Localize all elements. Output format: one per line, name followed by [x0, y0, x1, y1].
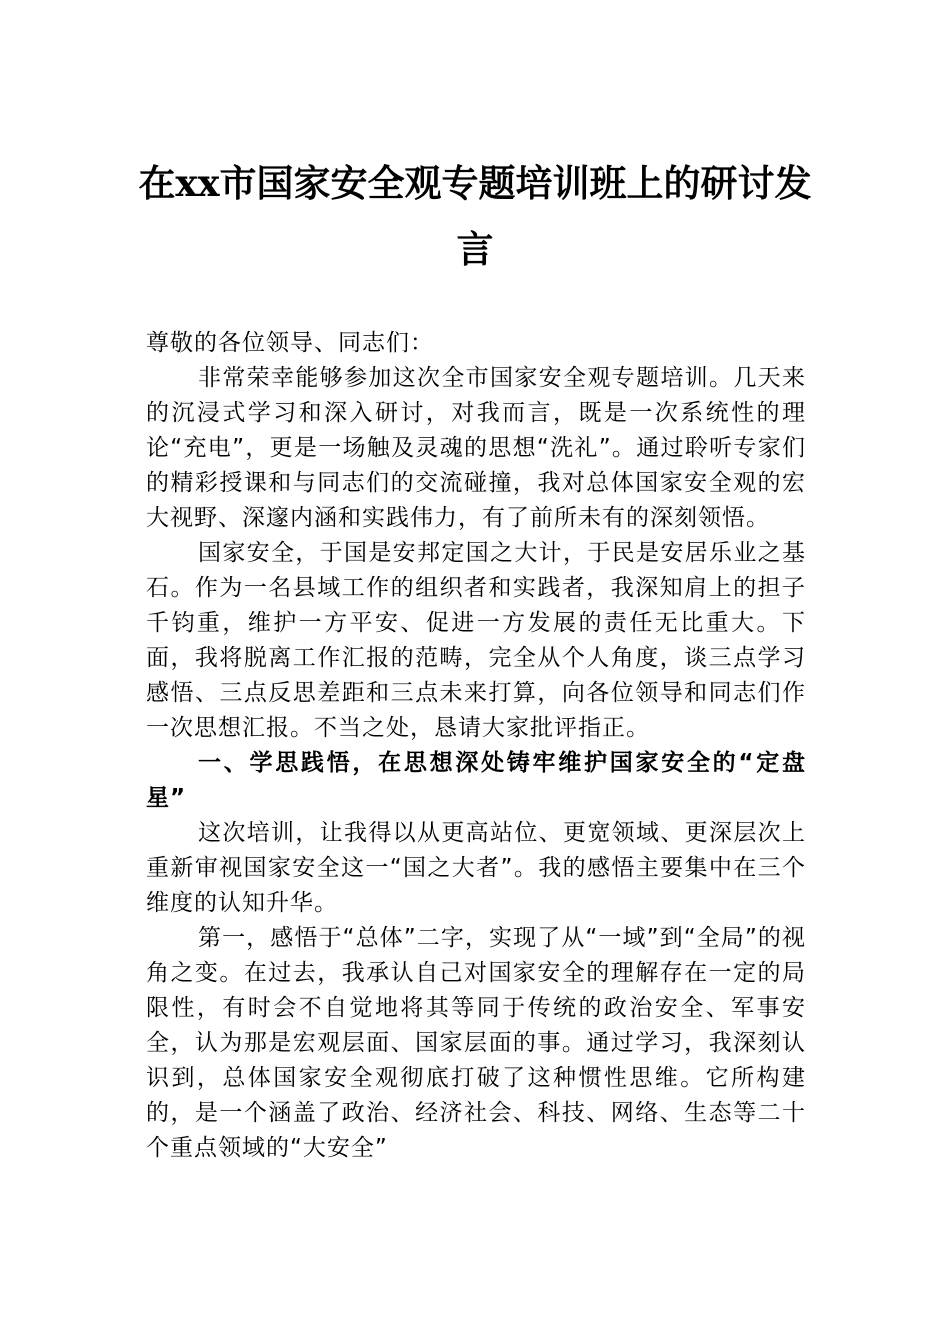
document-body: [146, 326, 806, 1166]
intro-paragraph-1: 非常荣幸能够参加这次全市国家安全观专题培训。几天来的沉浸式学习和深入研讨，对我而言，既是一次系统性的理论“充电”，更是一场触及灵魂的思想“洗礼”。通过聆听专家们的精彩授课和与同志们的交流碰撞，我对总体国家安全观的宏大视野、深邃内涵和实践伟力，有了前所未有的深刻领悟。: [146, 365, 806, 531]
salutation: 尊敬的各位领导、同志们：: [146, 330, 434, 356]
section1-paragraph-2: 第一，感悟于“总体”二字，实现了从“一域”到“全局”的视角之变。在过去，我承认自己对国家安全的理解存在一定的局限性，有时会不自觉地将其等同于传统的政治安全、军事安全，认为那是宏观层面、国家层面的事。通过学习，我深刻认识到，总体国家安全观彻底打破了这种惯性思维。它所构建的，是一个涵盖了政治、经济社会、科技、网络、生态等二十个重点领域的“大安全”: [146, 925, 806, 1161]
document-title: 在xx市国家安全观专题培训班上的研讨发言: [138, 161, 812, 271]
intro-paragraph-2: 国家安全，于国是安邦定国之大计，于民是安居乐业之基石。作为一名县域工作的组织者和实践者，我深知肩上的担子千钧重，维护一方平安、促进一方发展的责任无比重大。下面，我将脱离工作汇报的范畴，完全从个人角度，谈三点学习感悟、三点反思差距和三点未来打算，向各位领导和同志们作一次思想汇报。不当之处，恳请大家批评指正。: [146, 540, 806, 741]
section1-paragraph-1: 这次培训，让我得以从更高站位、更宽领域、更深层次上重新审视国家安全这一“国之大者”。我的感悟主要集中在三个维度的认知升华。: [146, 820, 806, 916]
section-heading-1: 一、学思践悟，在思想深处铸牢维护国家安全的“定盘星”: [146, 750, 806, 811]
